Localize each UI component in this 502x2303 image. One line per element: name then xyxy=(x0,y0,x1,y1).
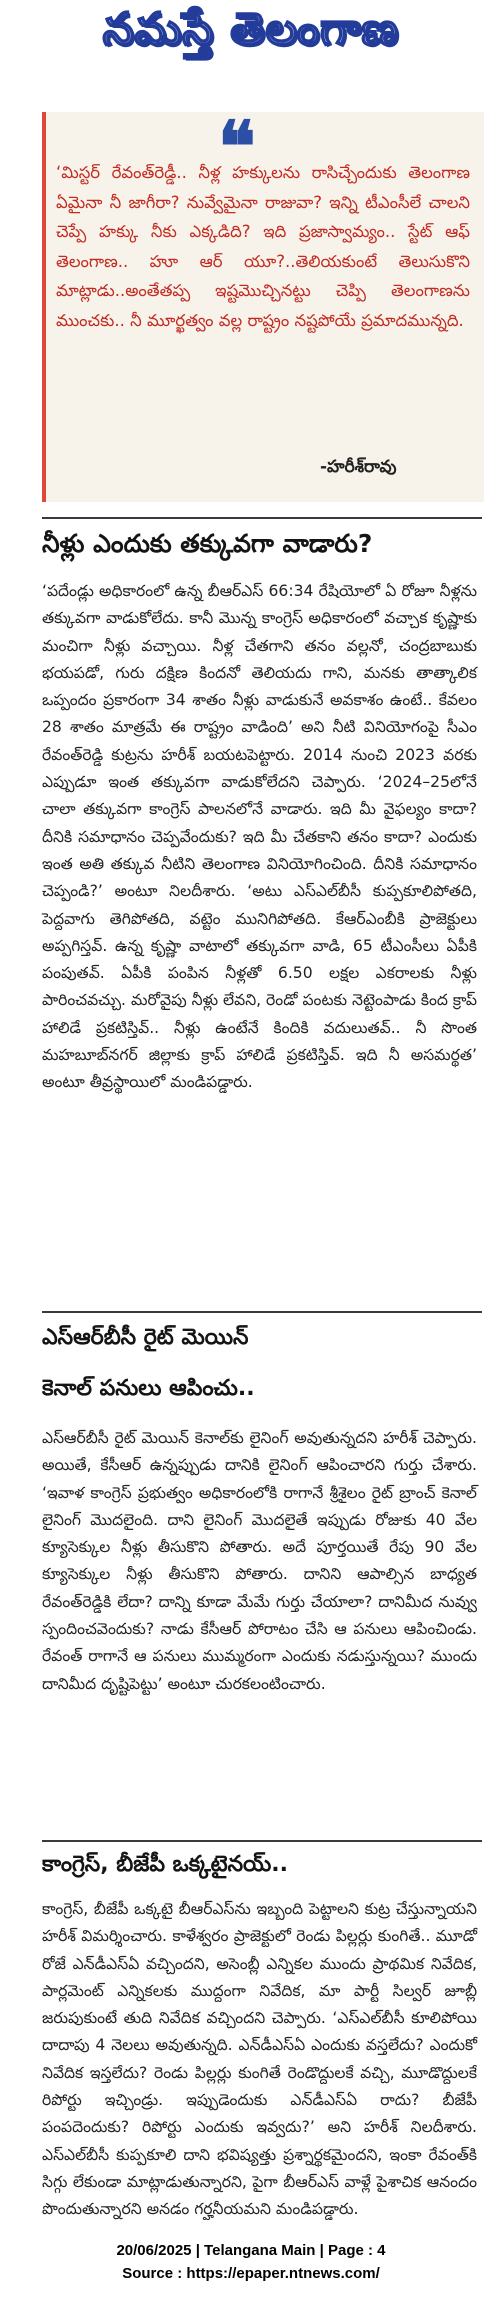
masthead-title: నమస్తే తెలంగాణ xyxy=(102,4,400,55)
paragraph-water-usage: ‘పదేండ్లు అధికారంలో ఉన్న బీఆర్‌ఎస్ 66:34 రేషియోలో ఏ రోజూ నీళ్లను తక్కువగా వాడుకోలేదు. కానీ మొన్న కాంగ్రెస్ అధికారంలో వచ్చాక కృష్ణాకు మంచిగా నీళ్లు వచ్చాయి. నీళ్ల చేతగాని తనం వల్లనో, చంద్రబాబుకు భయపడో, గురు దక్షిణ కిందనో తెలియదు గాని, మనకు తాత్కాలిక ఒప్పందం ప్రకారంగా 34 శాతం నీళ్లు వాడుకునే అవకాశం ఉంటే.. కేవలం 28 శాతం మాత్రమే ఈ రాష్ట్రం వాడింది’ అని నీటి వినియోగంపై సీఎం రేవంత్‌రెడ్డి కుట్రను హరీశ్ బయటపెట్టారు. 2014 నుంచి 2023 వరకు ఎప్పుడూ ఇంత తక్కువగా వాడుకోలేదని చెప్పారు. ‘2024–25లోనే చాలా తక్కువగా కాంగ్రెస్ పాలనలోనే వాడారు. ఇది మీ వైఫల్యం కాదా? దీనికి సమాధానం చెప్పవేందుకు? ఇది మీ చేతకాని తనం కాదా? ఎందుకు ఇంత అతి తక్కువ నీటిని తెలంగాణ వినియోగించింది. దీనికి సమాధానం చెప్పండి?’ అంటూ నిలదీశారు. ‘అటు ఎస్‌ఎల్‌బీసీ కుప్పకూలిపోతది, పెద్దవాగు తెగిపోతది, వట్టెం మునిగిపోతది. కేఆర్‌ఎంబీకి ప్రాజెక్టులు అప్పగిస్తవ్. ఉన్న కృష్ణా వాటాలో తక్కువగా వాడి, 65 టీఎంసీలు ఏపీకి పంపుతవ్. ఏపీకి పంపిన నీళ్లతో 6.50 లక్షల ఎకరాలకు నీళ్లు పారించవచ్చు. మరోవైపు నీళ్లు లేవని, రెండో పంటకు నెట్టెంపాడు కింద క్రాప్ హాలిడే ప్రకటిస్తివ్.. నీళ్లు ఉంటేనే కిందికి వదులుతవ్.. నీ సొంత మహబూబ్‌నగర్ జిల్లాకు క్రాప్ హాలిడే ప్రకటిస్తివ్. ఇది నీ అసమర్థత’ అంటూ తీవ్రస్థాయిలో మండిపడ్డారు. xyxy=(42,582,477,1092)
newspaper-masthead xyxy=(0,0,502,70)
section-divider xyxy=(42,1311,482,1313)
pull-quote-text: ‘మిస్టర్ రేవంత్‌రెడ్డీ.. నీళ్ల హక్కులను రాసిచ్చేందుకు తెలంగాణ ఏమైనా నీ జాగీరా? నువ్వేమైనా రాజువా? ఇన్ని టీఎంసీలే చాలని చెప్పే హక్కు నీకు ఎక్కడిది? ఇది ప్రజాస్వామ్యం.. స్టేట్ ఆఫ్ తెలంగాణ.. హూ ఆర్ యూ?..తెలియకుంటే తెలుసుకొని మాట్లాడు..అంతేతప్ప ఇష్టమొచ్చినట్టు చెప్పి తెలంగాణను ముంచకు.. నీ మూర్ఖత్వం వల్ల రాష్ట్రం నష్టపోయే ప్రమాదమున్నది. xyxy=(56,163,470,330)
section-divider xyxy=(42,1840,482,1842)
paragraph-srbc: ఎస్‌ఆర్‌బీసీ రైట్ మెయిన్ కెనాల్‌కు లైనింగ్ అవుతున్నదని హరీశ్ చెప్పారు. అయితే, కేసీఆర్ ఉన్నప్పుడు దానికి లైనింగ్ ఆపించారని గుర్తు చేశారు. ‘ఇవాళ కాంగ్రెస్ ప్రభుత్వం అధికారంలోకి రాగానే శ్రీశైలం రైట్ బ్రాంచ్ కెనాల్ లైనింగ్ మొదలైంది. దాని లైనింగ్ మొదలైతే ఇప్పుడు రోజుకు 40 వేల క్యూసెక్కుల నీళ్లు తీసుకొని పోతారు. అదే పూర్తయితే రేపు 90 వేల క్యూసెక్కుల నీళ్లు తీసుకొని పోతారు. దానిని ఆపాల్సిన బాధ్యత రేవంత్‌రెడ్డికి లేదా? దాన్ని కూడా మేమే గుర్తు చేయాలా? దానిమీద నువ్వు స్పందించవెందుకు? నాడు కేసీఆర్ పోరాటం చేసి ఆ పనులు ఆపించిండు. రేవంత్ రాగానే ఆ పనులు ముమ్మరంగా ఎందుకు నడుస్తున్నయి? ముందు దానిమీద దృష్టిపెట్టు’ అంటూ చురకలంటించారు. xyxy=(42,1429,477,1693)
headline-water-usage: నీళ్లు ఎందుకు తక్కువగా వాడారు? xyxy=(42,529,373,558)
paragraph-congress-bjp: కాంగ్రెస్, బీజేపీ ఒక్కటై బీఆర్‌ఎస్‌ను ఇబ్బంది పెట్టాలని కుట్ర చేస్తున్నాయని హరీశ్ విమర్శించారు. కాళేశ్వరం ప్రాజెక్టులో రెండు పిల్లర్లు కుంగితే.. మూడో రోజే ఎన్‌డీఎస్‌ఏ వచ్చిందని, అసెంబ్లీ ఎన్నికల ముందు ప్రాథమిక నివేదిక, పార్లమెంట్ ఎన్నికలకు ముద్దంగా నివేదిక, మా పార్టీ సిల్వర్ జూబ్లీ జరుపుకుంటే తుది నివేదిక వచ్చిందని చెప్పారు. ‘ఎస్‌ఎల్‌బీసీ కూలిపోయి దాదాపు 4 నెలలు అవుతున్నది. ఎన్‌డీఎస్‌ఏ ఎందుకు వస్తలేదు? ఎందుకో నివేదిక ఇస్తలేదు? రెండు పిల్లర్లు కుంగితే రెండొద్దులకే వచ్చి, మూడొద్దులకే రిపోర్టు ఇచ్చిండ్రు. ఇప్పుడెందుకు ఎన్‌డీఎస్‌ఏ రాదు? బీజేపీ పంపదెందుకు? రిపోర్టు ఎందుకు ఇవ్వదు?’ అని హరీశ్ నిలదీశారు. ఎస్‌ఎల్‌బీసీ కుప్పకూలి దాని భవిష్యత్తు ప్రశ్నార్థకమైందని, ఇంకా రేవంత్‌కి సిగ్గు లేకుండా మాట్లాడుతున్నారని, పైగా బీఆర్‌ఎస్ వాళ్లే పైశాచిక ఆనందం పొందుతున్నారని అనడం గర్హనీయమని మండిపడ్డారు. xyxy=(42,1900,477,2219)
headline-congress-bjp: కాంగ్రెస్, బీజేపీ ఒక్కటైనయ్.. xyxy=(42,1852,289,1877)
section-divider xyxy=(42,517,482,519)
headline-srbc-line2: కెనాల్ పనులు ఆపించు.. xyxy=(42,1376,255,1401)
quote-mark-icon: ❝ xyxy=(218,105,256,188)
pull-quote-author: -హరీశ్‌రావు xyxy=(320,457,397,477)
headline-srbc-line1: ఎస్‌ఆర్‌బీసీ రైట్ మెయిన్ xyxy=(42,1325,249,1350)
footer-source-link[interactable]: Source : https://epaper.ntnews.com/ xyxy=(122,2265,380,2282)
footer-date-page: 20/06/2025 | Telangana Main | Page : 4 xyxy=(116,2242,386,2259)
